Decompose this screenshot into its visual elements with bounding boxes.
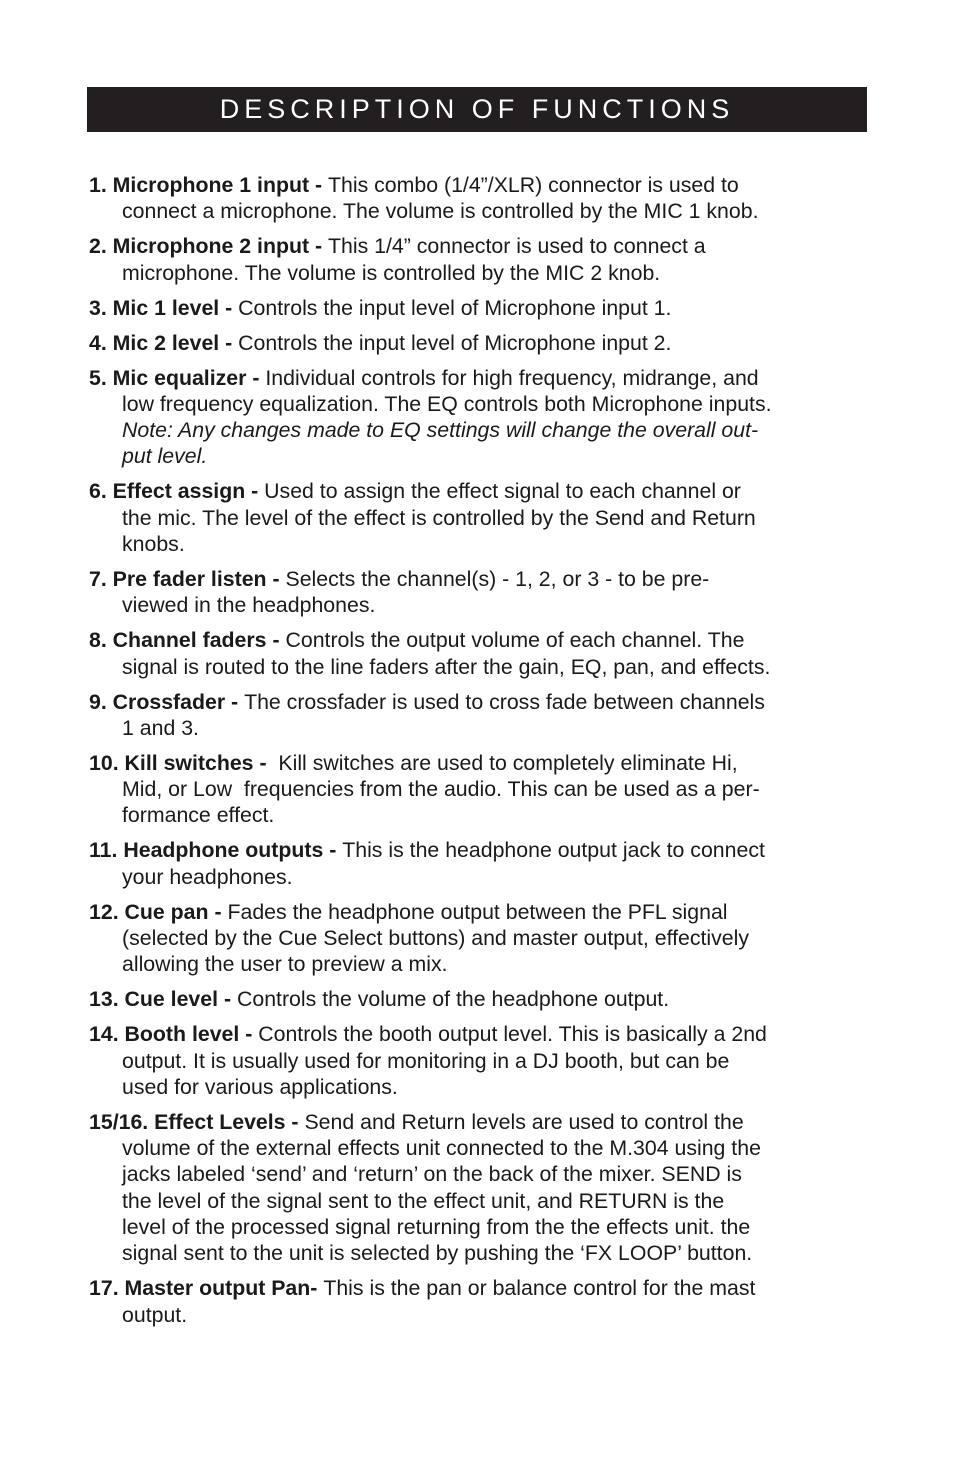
item-continuation-line [89,802,874,828]
list-item [89,1275,874,1328]
item-description-text: This is the pan or balance control for the mast [323,1276,756,1301]
item-continuation-line [89,776,874,802]
item-continuation-line [89,951,874,977]
list-item [89,1021,874,1100]
item-continuation-line [89,1188,874,1214]
item-continuation-line [89,1302,874,1328]
item-description-text: low frequency equalization. The EQ controls both Microphone inputs. [122,391,772,416]
item-label: 2. Microphone 2 input - [89,234,328,259]
item-continuation-line [89,260,874,286]
item-description-text: formance effect. [122,803,275,828]
item-description-text: output. It is usually used for monitoring in a DJ booth, but can be [122,1048,730,1073]
item-first-line [89,172,874,198]
item-description-text: Selects the channel(s) - 1, 2, or 3 - to be pre- [285,566,710,591]
item-description-text: Used to assign the effect signal to each channel or [264,479,741,504]
list-item [89,986,874,1012]
item-label: 12. Cue pan - [89,899,228,924]
item-continuation-line [89,654,874,680]
item-description-text: Individual controls for high frequency, midrange, and [265,365,759,390]
item-description-text: knobs. [122,532,185,556]
list-item [89,478,874,557]
item-label: 1. Microphone 1 input - [89,173,328,197]
item-note-line: Note: Any changes made to EQ settings will change the overall out- [122,418,759,443]
list-item [89,627,874,680]
item-first-line [89,365,874,391]
item-first-line [89,627,874,653]
list-item [89,837,874,890]
item-label: 15/16. Effect Levels - [89,1109,305,1134]
list-item [89,899,874,978]
item-continuation-line [89,1048,874,1074]
item-description-text: Controls the volume of the headphone output. [236,987,670,1012]
item-first-line [89,233,874,259]
item-first-line [89,566,874,592]
item-description-text: allowing the user to preview a mix. [122,952,448,977]
item-description-text: your headphones. [122,864,293,889]
item-continuation-line [89,1214,874,1240]
list-item [89,330,874,356]
item-continuation-line [89,531,874,557]
item-first-line [89,1109,874,1135]
function-description-list [89,172,874,1337]
item-first-line [89,689,874,715]
list-item [89,689,874,742]
item-description-text: volume of the external effects unit connected to the M.304 using the [122,1136,761,1161]
item-description-text: This is the headphone output jack to connect [342,838,765,863]
item-description-text: Kill switches are used to completely eliminate Hi, [272,750,738,775]
item-first-line [89,295,874,321]
item-label: 17. Master output Pan- [89,1276,324,1301]
item-note-line: put level. [122,444,208,469]
list-item [89,566,874,619]
item-first-line [89,1021,874,1047]
section-header-bar [87,87,867,132]
item-description-text: Controls the booth output level. This is basically a 2nd [258,1022,767,1047]
page-title: DESCRIPTION OF FUNCTIONS [219,94,735,124]
item-label: 4. Mic 2 level - [89,330,239,355]
list-item [89,172,874,225]
item-label: 11. Headphone outputs - [89,838,343,863]
item-description-text: microphone. The volume is controlled by the MIC 2 knob. [122,260,661,285]
item-first-line [89,1275,874,1301]
item-description-text: level of the processed signal returning from the the effects unit. the [122,1215,751,1240]
item-description-text: This 1/4” connector is used to connect a [328,234,706,259]
item-description-text: used for various applications. [122,1074,398,1099]
item-description-text: the mic. The level of the effect is controlled by the Send and Return [122,505,756,530]
item-continuation-line [89,592,874,618]
item-label: 3. Mic 1 level - [89,295,239,320]
item-continuation-line [89,391,874,417]
item-description-text: the level of the signal sent to the effect unit, and RETURN is the [122,1188,725,1213]
item-continuation-line [89,1074,874,1100]
item-description-text: connect a microphone. The volume is controlled by the MIC 1 knob. [122,199,759,224]
item-description-text: signal is routed to the line faders after the gain, EQ, pan, and effects. [122,654,771,679]
list-item [89,750,874,829]
item-continuation-line [89,715,874,741]
item-description-text: The crossfader is used to cross fade between channels [244,689,765,714]
item-description-text: viewed in the headphones. [122,593,376,618]
item-label: 5. Mic equalizer - [89,365,266,390]
item-continuation-line [89,1135,874,1161]
item-description-text: signal sent to the unit is selected by pushing the ‘FX LOOP’ button. [122,1241,753,1266]
list-item [89,295,874,321]
list-item [89,233,874,286]
item-label: 13. Cue level - [89,987,237,1012]
item-description-text: Fades the headphone output between the PFL signal [227,899,728,924]
item-description-text: 1 and 3. [122,715,199,740]
item-first-line [89,899,874,925]
list-item [89,1109,874,1267]
item-description-text: output. [122,1302,188,1327]
item-continuation-line [89,198,874,224]
item-first-line [89,478,874,504]
item-label: 10. Kill switches - [89,750,273,775]
list-item [89,365,874,470]
item-description-text: jacks labeled ‘send’ and ‘return’ on the back of the mixer. SEND is [122,1162,742,1187]
item-description-text: Mid, or Low frequencies from the audio. This can be used as a per- [122,777,760,802]
item-continuation-line [89,1240,874,1266]
item-first-line [89,837,874,863]
item-description-text: Controls the input level of Microphone input 2. [238,330,672,355]
item-first-line [89,986,874,1012]
item-continuation-line [89,864,874,890]
item-label: 8. Channel faders - [89,628,286,653]
item-label: 9. Crossfader - [89,689,245,714]
item-description-text: Controls the output volume of each channel. The [285,628,745,653]
item-label: 14. Booth level - [89,1022,259,1047]
item-description-text: (selected by the Cue Select buttons) and master output, effectively [122,925,750,950]
item-continuation-line [89,505,874,531]
item-label: 6. Effect assign - [89,479,265,504]
item-continuation-line [89,1161,874,1187]
item-first-line [89,750,874,776]
item-description-text: Controls the input level of Microphone input 1. [238,295,672,320]
item-description-text: This combo (1/4”/XLR) connector is used to [328,173,739,197]
item-description-text: Send and Return levels are used to control the [304,1109,744,1134]
item-continuation-line [89,925,874,951]
item-first-line [89,330,874,356]
item-label: 7. Pre fader listen - [89,566,286,591]
